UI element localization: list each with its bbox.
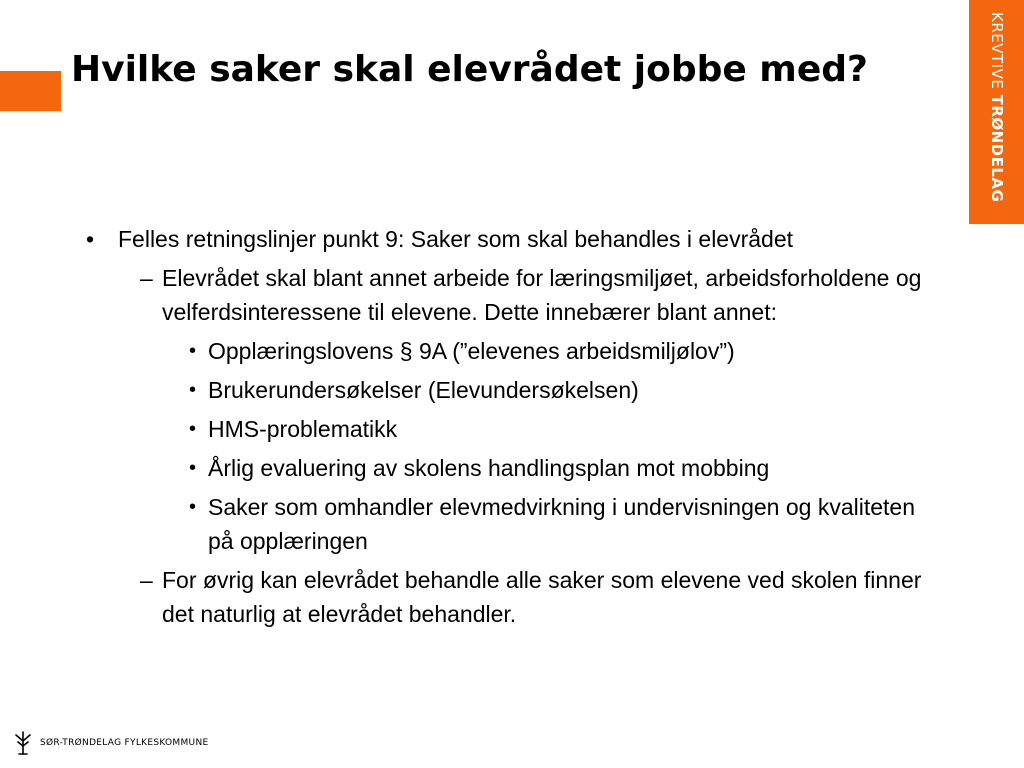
bullet-item bbox=[86, 222, 936, 631]
sub-sub-bullet-item bbox=[176, 373, 936, 407]
orange-accent-bar bbox=[0, 71, 61, 111]
slide-title: Hvilke saker skal elevrådet jobbe med? bbox=[71, 49, 868, 90]
brand-logo-text bbox=[969, 0, 1024, 224]
bullet-marker: • bbox=[189, 340, 197, 362]
sub-bullet-text: For øvrig kan elevrådet behandle alle saker som elevene ved skolen finner det naturlig at elevrådet behandler. bbox=[162, 567, 922, 627]
dash-marker: – bbox=[140, 265, 153, 291]
sub-sub-bullet-text: Årlig evaluering av skolens handlingsplan mot mobbing bbox=[208, 455, 770, 481]
sub-sub-bullet-text: Brukerundersøkelser (Elevundersøkelsen) bbox=[208, 377, 639, 403]
brand-text-light: KREVTIVE bbox=[988, 12, 1006, 95]
sub-bullet-item bbox=[130, 563, 936, 631]
bullet-marker: • bbox=[189, 457, 197, 479]
sub-bullet-item bbox=[130, 261, 936, 558]
sub-bullet-text: Elevrådet skal blant annet arbeide for læringsmiljøet, arbeidsforholdene og velferdsinteressene til elevene. Dette innebærer blant annet: bbox=[162, 265, 922, 325]
sub-sub-bullet-text: Opplæringslovens § 9A (”elevenes arbeidsmiljølov”) bbox=[208, 338, 735, 364]
bullet-list bbox=[86, 222, 936, 631]
sub-bullet-list bbox=[130, 261, 936, 631]
bullet-text: Felles retningslinjer punkt 9: Saker som skal behandles i elevrådet bbox=[118, 226, 794, 252]
bullet-marker: • bbox=[189, 496, 197, 518]
sub-sub-bullet-item bbox=[176, 412, 936, 446]
brand-text-bold: TRØNDELAG bbox=[988, 94, 1006, 203]
slide-content bbox=[86, 222, 936, 631]
bullet-marker: • bbox=[189, 418, 197, 440]
footer bbox=[12, 730, 208, 756]
brand-tab bbox=[969, 0, 1024, 224]
sub-sub-bullet-list bbox=[176, 334, 936, 558]
county-crest-icon bbox=[12, 730, 34, 756]
bullet-marker: • bbox=[189, 379, 197, 401]
sub-sub-bullet-item bbox=[176, 490, 936, 558]
sub-sub-bullet-item bbox=[176, 334, 936, 368]
sub-sub-bullet-text: Saker som omhandler elevmedvirkning i undervisningen og kvaliteten på opplæringen bbox=[208, 494, 915, 554]
sub-sub-bullet-item bbox=[176, 451, 936, 485]
footer-text: SØR-TRØNDELAG FYLKESKOMMUNE bbox=[40, 738, 209, 748]
dash-marker: – bbox=[140, 567, 153, 593]
bullet-marker: • bbox=[86, 226, 95, 252]
sub-sub-bullet-text: HMS-problematikk bbox=[208, 416, 398, 442]
